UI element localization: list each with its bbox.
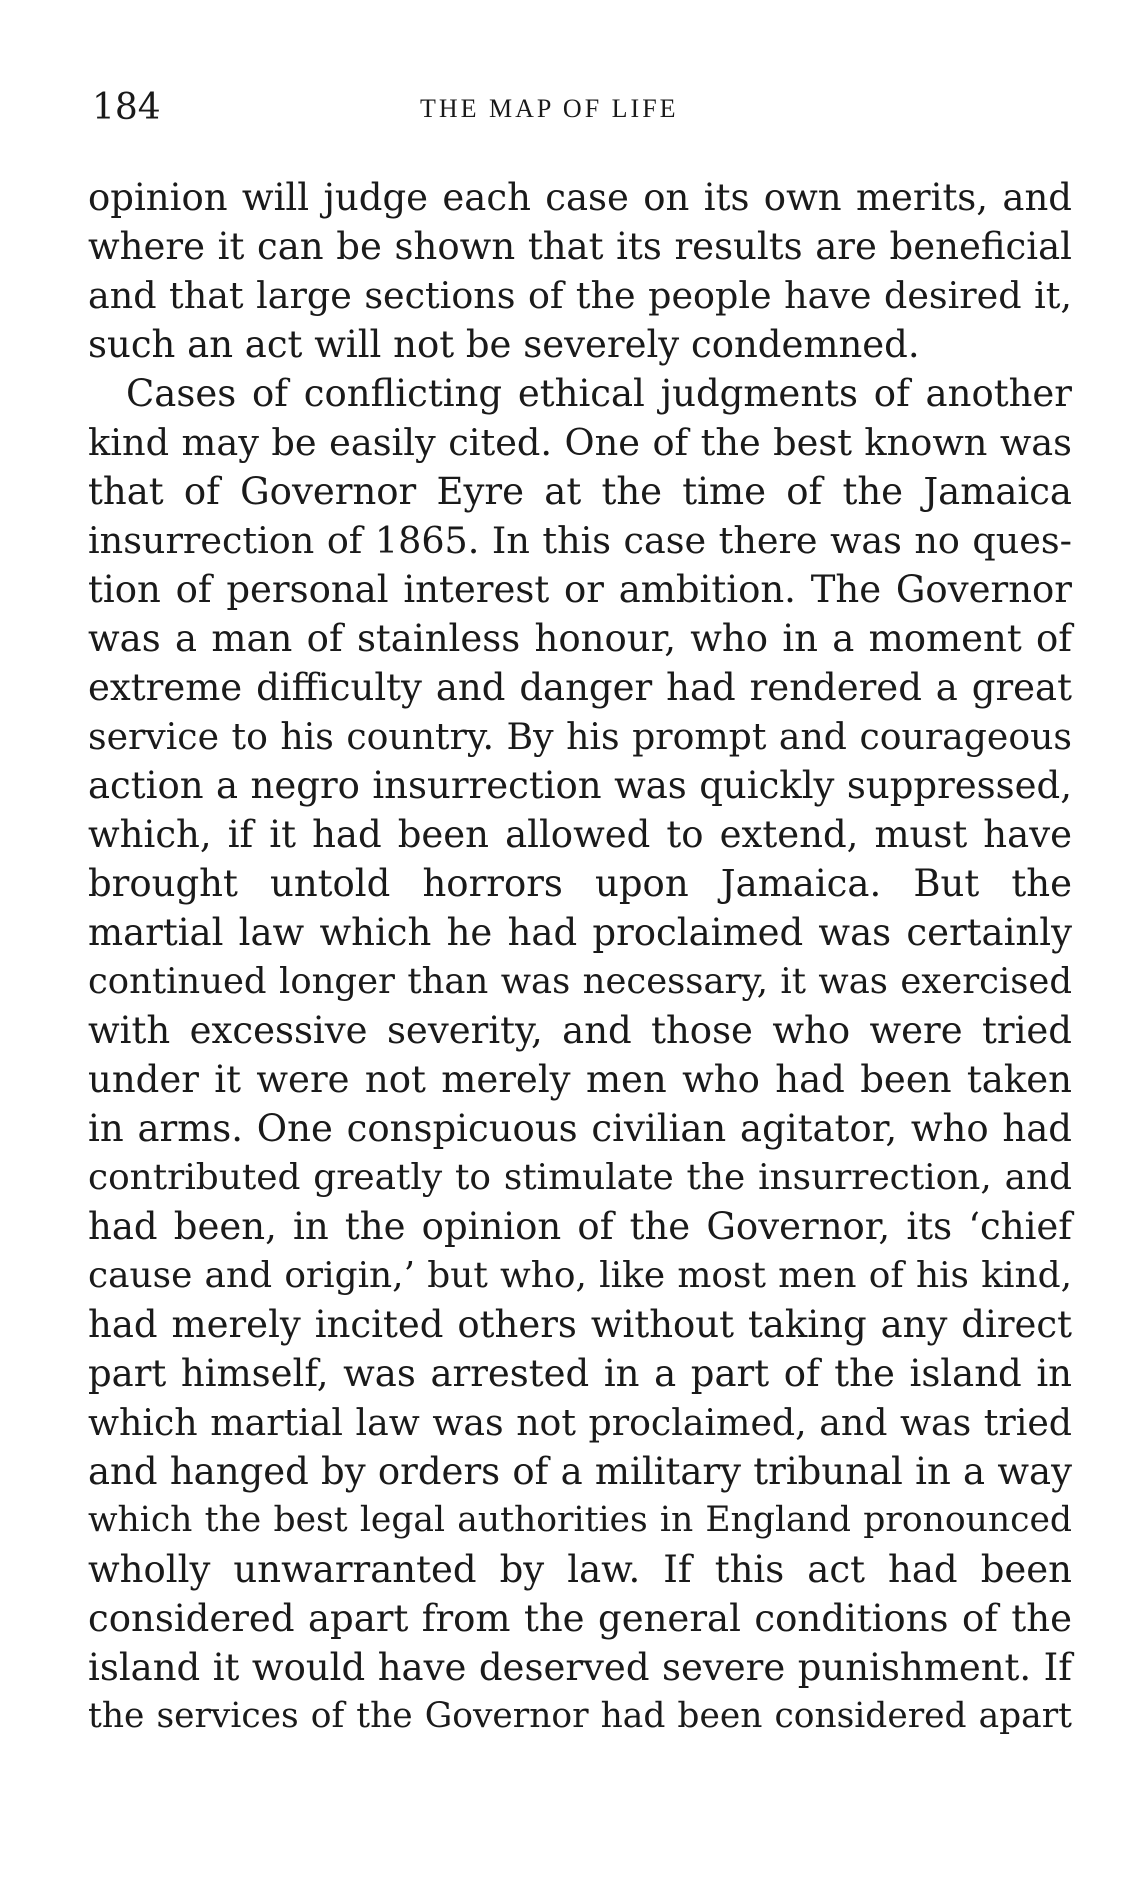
page-header [92, 86, 1072, 136]
text-line: such an act will not be severely condemned. [88, 323, 920, 366]
text-line: in arms. One conspicuous civilian agitator, who had [88, 1107, 1072, 1150]
running-head: THE MAP OF LIFE [420, 94, 679, 123]
text-line: which the best legal authorities in England pronounced [88, 1500, 1072, 1540]
text-line: under it were not merely men who had been taken [88, 1058, 1072, 1101]
text-line: which martial law was not proclaimed, and was tried [88, 1401, 1072, 1444]
text-line: where it can be shown that its results are beneficial [88, 225, 1072, 268]
text-line: service to his country. By his prompt and courageous [88, 715, 1072, 758]
body-text [88, 173, 1072, 1741]
text-line: cause and origin,’ but who, like most men of his kind, [88, 1255, 1072, 1296]
text-line: island it would have deserved severe punishment. If [88, 1646, 1072, 1689]
text-line: extreme difficulty and danger had rendered a great [88, 666, 1072, 709]
text-line: and that large sections of the people have desired it, [88, 274, 1072, 317]
text-line: was a man of stainless honour, who in a moment of [88, 617, 1072, 660]
text-line: part himself, was arrested in a part of the island in [88, 1352, 1072, 1395]
text-line: opinion will judge each case on its own merits, and [88, 176, 1072, 219]
text-line: had merely incited others without taking any direct [88, 1303, 1072, 1346]
text-line: insurrection of 1865. In this case there was no ques- [88, 519, 1072, 562]
text-line: contributed greatly to stimulate the insurrection, and [88, 1157, 1072, 1198]
paragraph-first-line: Cases of conflicting ethical judgments of another [126, 372, 1072, 415]
text-line: brought untold horrors upon Jamaica. But the [88, 862, 1072, 905]
text-line: with excessive severity, and those who were tried [88, 1009, 1072, 1052]
text-line: wholly unwarranted by law. If this act had been [88, 1548, 1072, 1591]
text-line: which, if it had been allowed to extend, must have [88, 813, 1072, 856]
page-number: 184 [92, 87, 161, 128]
text-line: that of Governor Eyre at the time of the Jamaica [88, 470, 1072, 513]
text-line: kind may be easily cited. One of the best known was [88, 421, 1072, 464]
text-line: considered apart from the general conditions of the [88, 1597, 1072, 1640]
text-line: action a negro insurrection was quickly suppressed, [88, 764, 1072, 807]
text-line: martial law which he had proclaimed was certainly [88, 911, 1072, 954]
text-line: the services of the Governor had been considered apart [88, 1696, 1072, 1736]
text-line: had been, in the opinion of the Governor, its ‘chief [88, 1205, 1072, 1248]
text-line: and hanged by orders of a military tribunal in a way [88, 1450, 1072, 1493]
text-line: tion of personal interest or ambition. The Governor [88, 568, 1072, 611]
text-line: continued longer than was necessary, it was exercised [88, 961, 1072, 1002]
